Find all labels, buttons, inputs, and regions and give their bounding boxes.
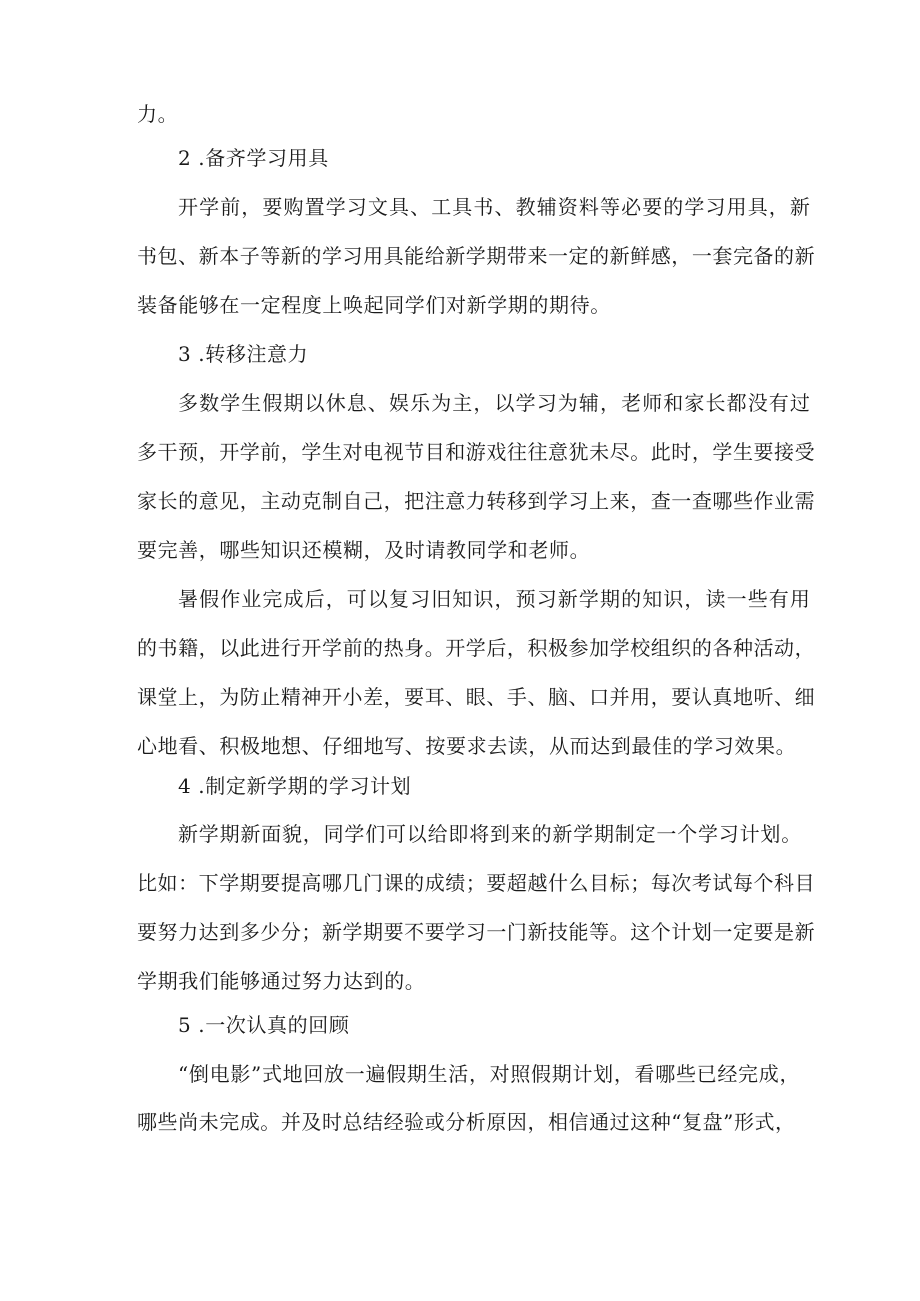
heading-text: 2 .备齐学习用具	[178, 146, 329, 170]
paragraph-line	[0, 283, 920, 327]
text-line: 的书籍，以此进行开学前的热身。开学后，积极参加学校组织的各种活动，	[137, 636, 816, 660]
text-line: “倒电影”式地回放一遍假期生活，对照假期计划，看哪些已经完成，	[178, 1062, 801, 1086]
text-line: 多数学生假期以休息、娱乐为主，以学习为辅，老师和家长都没有过	[178, 391, 811, 415]
paragraph-line	[0, 1100, 920, 1144]
heading-text: 4 .制定新学期的学习计划	[178, 774, 412, 798]
text-line: 暑假作业完成后，可以复习旧知识，预习新学期的知识，读一些有用	[178, 587, 811, 611]
paragraph-line	[0, 959, 920, 1003]
text-line: 要努力达到多少分；新学期要不要学习一门新技能等。这个计划一定要是新	[137, 920, 816, 944]
paragraph-line	[0, 234, 920, 278]
text-line: 家长的意见，主动克制自己，把注意力转移到学习上来，查一查哪些作业需	[137, 489, 816, 513]
text-line: 装备能够在一定程度上唤起同学们对新学期的期待。	[137, 293, 611, 317]
heading-text: 5 .一次认真的回顾	[178, 1013, 350, 1037]
paragraph-continuation-line	[0, 92, 920, 136]
paragraph-line	[0, 675, 920, 719]
paragraph-line	[0, 185, 920, 229]
text-line: 多干预，开学前，学生对电视节目和游戏往往意犹未尽。此时，学生要接受	[137, 440, 816, 464]
paragraph-line	[0, 626, 920, 670]
paragraph-line	[0, 577, 920, 621]
text-line: 书包、新本子等新的学习用具能给新学期带来一定的新鲜感，一套完备的新	[137, 244, 816, 268]
text-line: 哪些尚未完成。并及时总结经验或分析原因，相信通过这种“复盘”形式，	[137, 1110, 796, 1134]
text-line: 新学期新面貌，同学们可以给即将到来的新学期制定一个学习计划。	[178, 822, 802, 846]
text-line: 开学前，要购置学习文具、工具书、教辅资料等必要的学习用具，新	[178, 195, 811, 219]
paragraph-line	[0, 724, 920, 768]
text-line: 比如：下学期要提高哪几门课的成绩；要超越什么目标；每次考试每个科目	[137, 871, 816, 895]
paragraph-line	[0, 910, 920, 954]
section-heading-4	[0, 764, 920, 808]
paragraph-line	[0, 430, 920, 474]
text-line: 课堂上，为防止精神开小差，要耳、眼、手、脑、口并用，要认真地听、细	[137, 685, 816, 709]
paragraph-line	[0, 861, 920, 905]
paragraph-line	[0, 381, 920, 425]
section-heading-2	[0, 136, 920, 180]
paragraph-line	[0, 1052, 920, 1096]
text-line: 要完善，哪些知识还模糊，及时请教同学和老师。	[137, 538, 591, 562]
text-line: 学期我们能够通过努力达到的。	[137, 969, 426, 993]
section-heading-3	[0, 332, 920, 376]
paragraph-line	[0, 479, 920, 523]
section-heading-5	[0, 1003, 920, 1047]
paragraph-line	[0, 812, 920, 856]
heading-text: 3 .转移注意力	[178, 342, 309, 366]
text-line: 心地看、积极地想、仔细地写、按要求去读，从而达到最佳的学习效果。	[137, 734, 797, 758]
paragraph-line	[0, 528, 920, 572]
text-line: 力。	[137, 102, 179, 126]
